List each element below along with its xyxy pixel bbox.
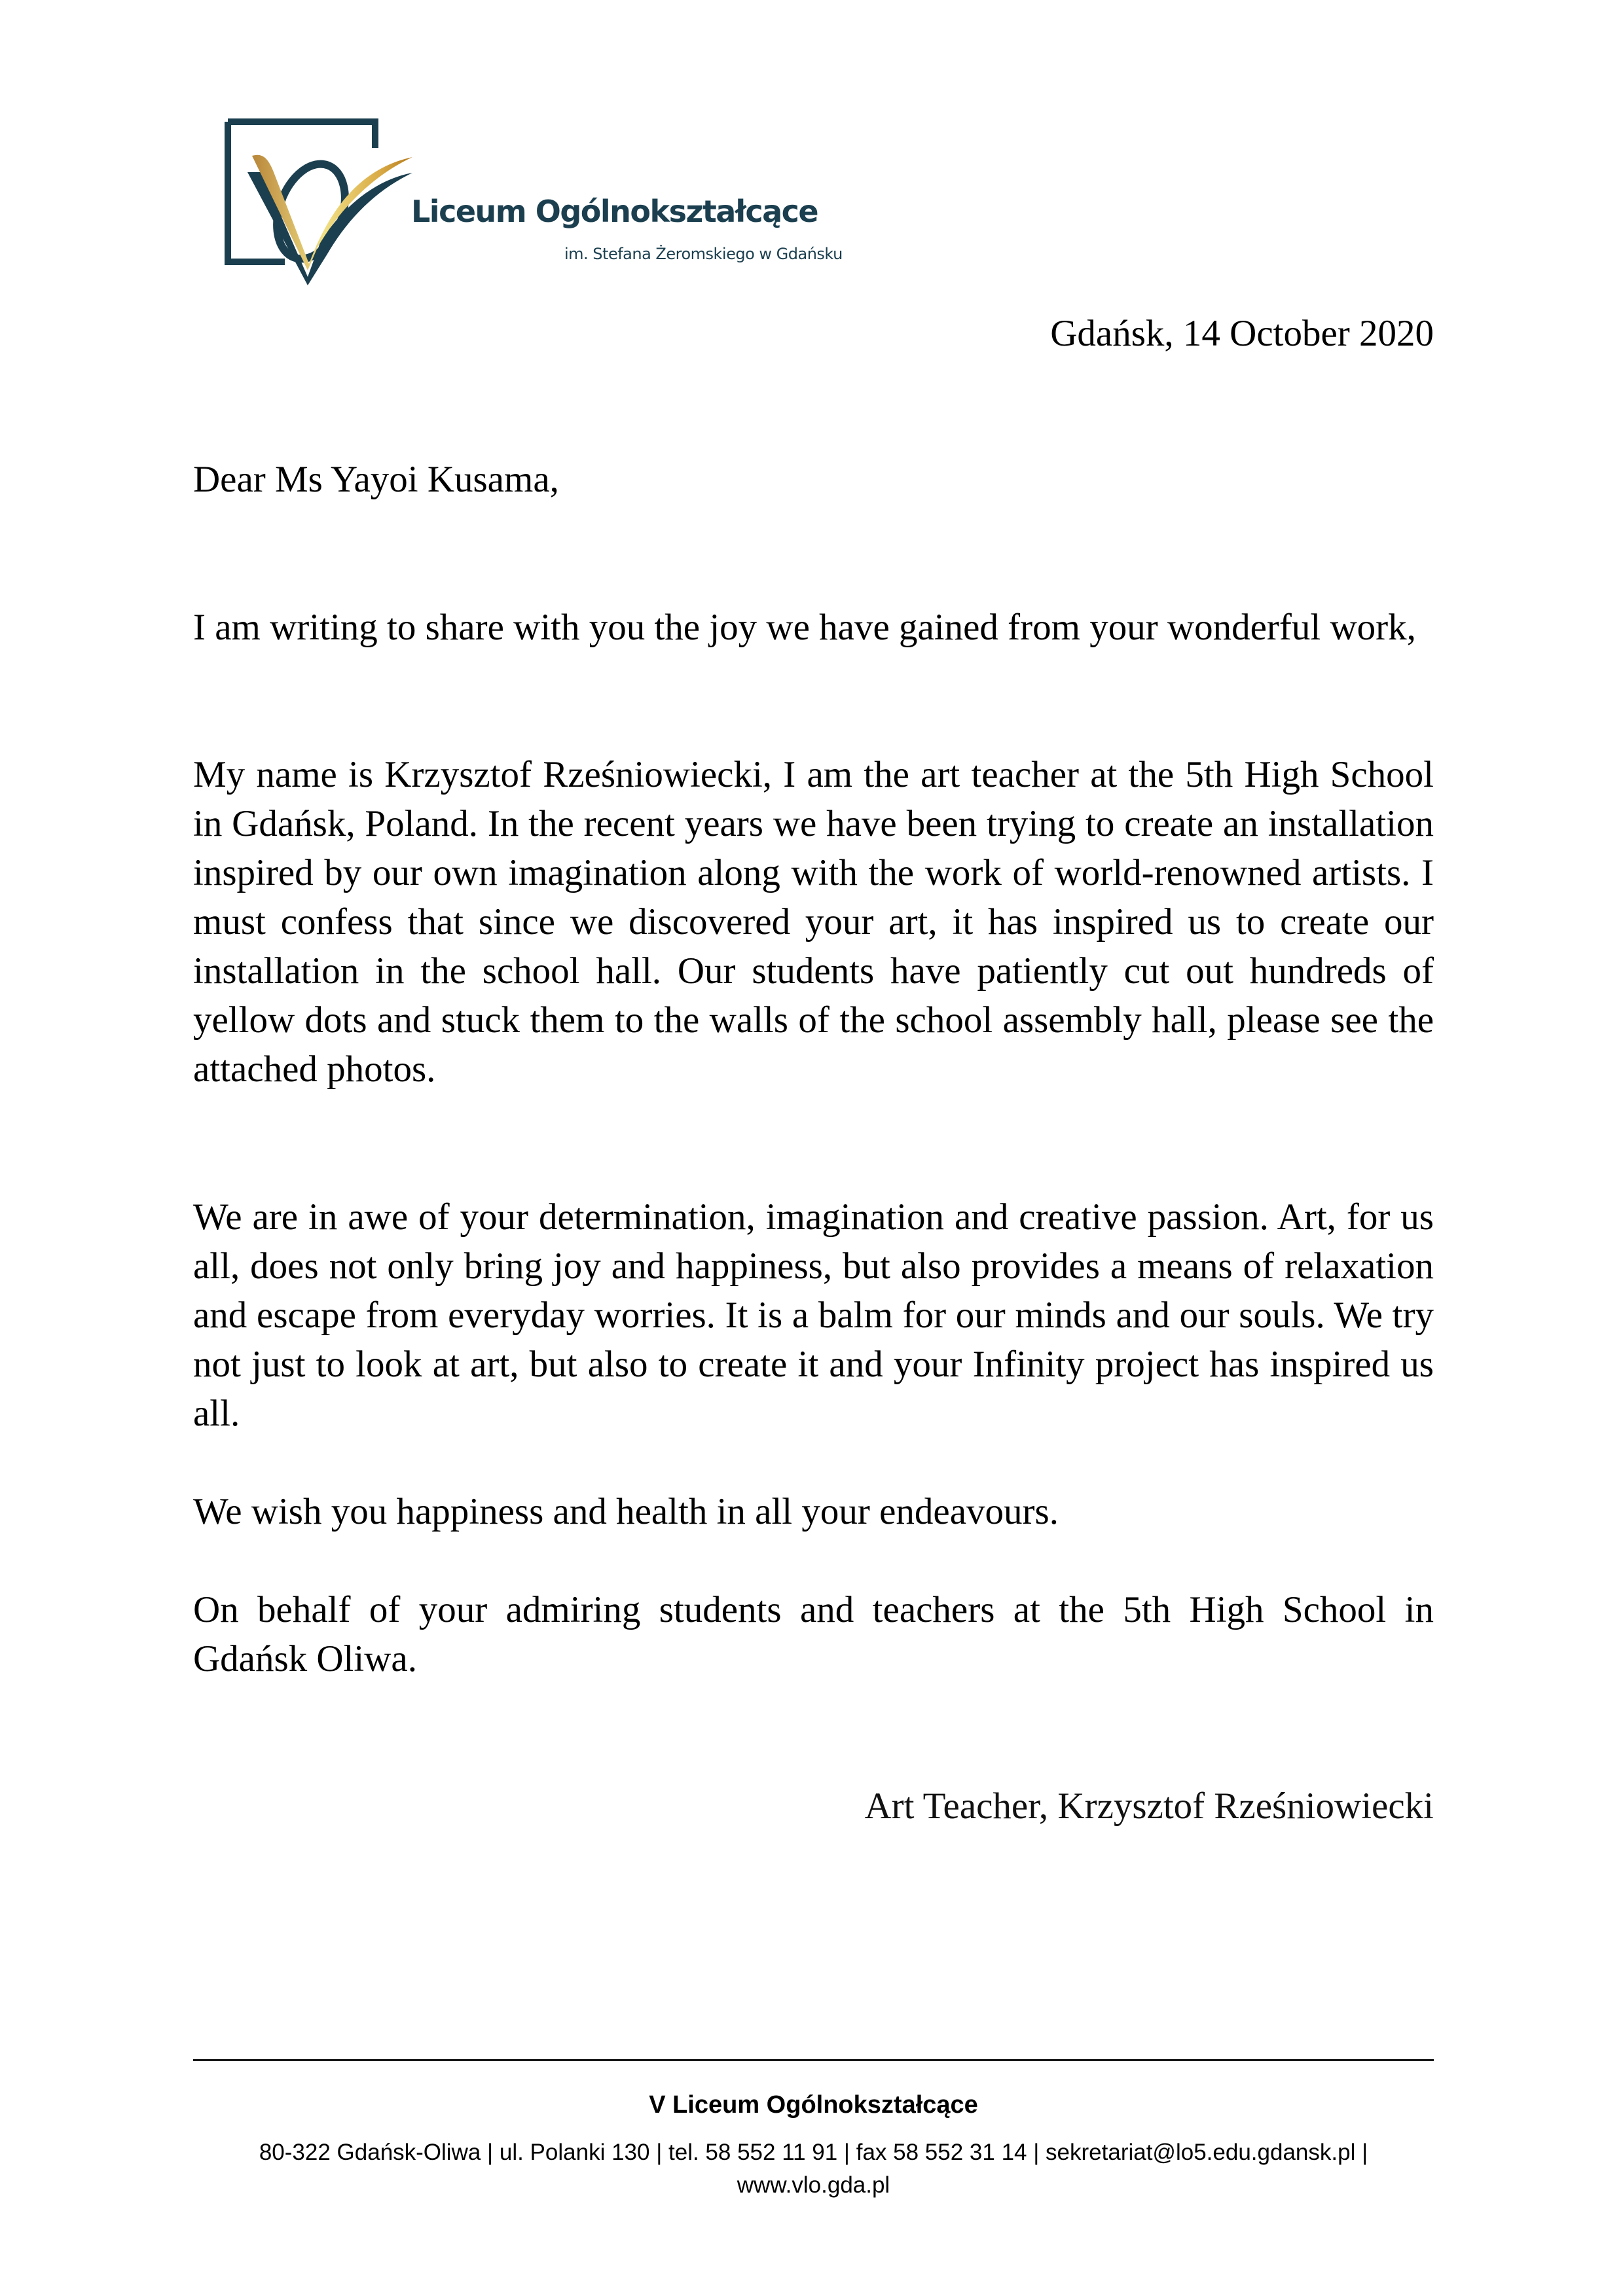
- body-paragraph-2: My name is Krzysztof Rześniowiecki, I am the art teacher at the 5th High School in Gdańsk, Poland. In the recent years we have been trying to create an installation inspired by our own imagination along with the work of world-renowned artists. I must confess that since we discovered your art, it has inspired us to create our installation in the school hall. Our students have patiently cut out hundreds of yellow dots and stuck them to the walls of the school assembly hall, please see the attached photos.: [193, 754, 1434, 1090]
- salutation: Dear Ms Yayoi Kusama,: [193, 459, 559, 500]
- body-paragraph-5: On behalf of your admiring students and teachers at the 5th High School in Gdańsk Oliwa.: [193, 1589, 1434, 1679]
- body-paragraph-3: We are in awe of your determination, imagination and creative passion. Art, for us all, does not only bring joy and happiness, but also provides a means of relaxation and escape from everyday worries. It is a balm for our minds and our souls. We try not just to look at art, but also to create it and your Infinity project has inspired us all.: [193, 1196, 1434, 1434]
- footer-contact: [193, 2136, 1434, 2202]
- letterhead-logo: [223, 117, 845, 293]
- footer-contact-line: 80-322 Gdańsk-Oliwa | ul. Polanki 130 | tel. 58 552 11 91 | fax 58 552 31 14 | sekretariat@lo5.edu.gdansk.pl |: [259, 2140, 1368, 2165]
- signature: Art Teacher, Krzysztof Rześniowiecki: [864, 1785, 1434, 1827]
- footer-website-link[interactable]: www.vlo.gda.pl: [737, 2172, 890, 2198]
- place-date: Gdańsk, 14 October 2020: [1050, 313, 1434, 354]
- body-paragraph-1: I am writing to share with you the joy we have gained from your wonderful work,: [193, 607, 1416, 648]
- school-subtitle: im. Stefana Żeromskiego w Gdańsku: [564, 245, 843, 263]
- footer-divider: [193, 2059, 1434, 2061]
- body-paragraph-4: We wish you happiness and health in all your endeavours.: [193, 1491, 1059, 1532]
- school-name: Liceum Ogólnokształcące: [411, 194, 818, 229]
- footer-school-name: V Liceum Ogólnokształcące: [649, 2091, 978, 2119]
- v-checkmark-logo-icon: [223, 117, 419, 287]
